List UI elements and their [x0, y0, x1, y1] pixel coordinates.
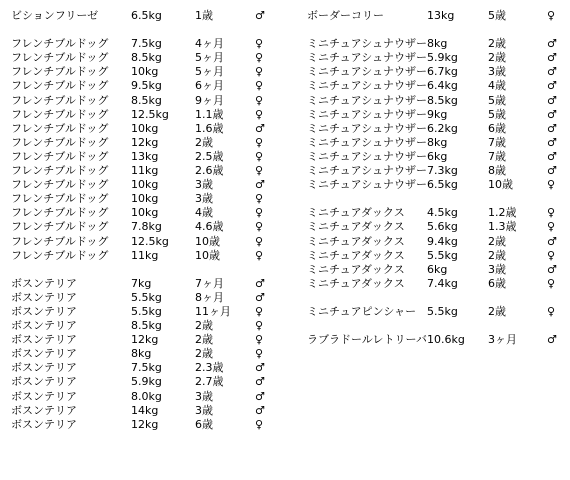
age-cell: 2歳	[195, 135, 213, 149]
breed-cell: フレンチブルドッグ	[11, 206, 109, 220]
dog-row	[307, 206, 570, 220]
dog-row	[11, 79, 296, 93]
sex-cell: ♂	[547, 65, 557, 79]
dog-row	[307, 263, 570, 277]
weight-cell: 7kg	[131, 276, 152, 290]
weight-cell: 8.5kg	[131, 93, 162, 107]
weight-cell: 13kg	[131, 149, 159, 163]
age-cell: 2.3歳	[195, 361, 224, 375]
breed-cell: ミニチュアダックス	[307, 276, 405, 290]
breed-cell: ボスンテリア	[11, 417, 77, 431]
breed-cell: ボスンテリア	[11, 290, 77, 304]
dog-row	[307, 150, 570, 164]
age-cell: 2歳	[488, 304, 506, 318]
sex-cell: ♀	[547, 9, 556, 22]
age-cell: 5ヶ月	[195, 51, 224, 65]
breed-cell: ミニチュアシュナウザー	[307, 178, 428, 192]
weight-cell: 6kg	[427, 149, 448, 163]
dog-row	[11, 220, 296, 234]
dog-list-left	[11, 9, 296, 432]
breed-cell: ボスンテリア	[11, 333, 77, 347]
dog-row	[11, 65, 296, 79]
breed-cell: フレンチブルドッグ	[11, 220, 109, 234]
breed-cell: フレンチブルドッグ	[11, 93, 109, 107]
age-cell: 1.2歳	[488, 206, 517, 220]
weight-cell: 8.5kg	[131, 319, 162, 333]
sex-cell: ♂	[547, 107, 557, 121]
sex-cell: ♀	[547, 248, 556, 262]
sex-cell: ♀	[255, 347, 264, 361]
breed-cell: フレンチブルドッグ	[11, 65, 109, 79]
spacer-row	[307, 319, 570, 333]
dog-row	[11, 9, 296, 23]
sex-cell: ♀	[547, 304, 556, 318]
age-cell: 4歳	[195, 206, 213, 220]
dog-row	[11, 206, 296, 220]
dog-row	[11, 305, 296, 319]
weight-cell: 9.4kg	[427, 234, 458, 248]
dog-row	[307, 9, 570, 23]
age-cell: 2歳	[488, 37, 506, 51]
breed-cell: ミニチュアシュナウザー	[307, 121, 428, 135]
age-cell: 2.5歳	[195, 149, 224, 163]
breed-cell: ボスンテリア	[11, 276, 77, 290]
age-cell: 4.6歳	[195, 220, 224, 234]
breed-cell: ミニチュアシュナウザー	[307, 93, 428, 107]
breed-cell: フレンチブルドッグ	[11, 178, 109, 192]
breed-cell: フレンチブルドッグ	[11, 51, 109, 65]
dog-row	[307, 136, 570, 150]
sex-cell: ♂	[547, 262, 557, 276]
dog-row	[307, 94, 570, 108]
breed-cell: フレンチブルドッグ	[11, 164, 109, 178]
age-cell: 1.3歳	[488, 220, 517, 234]
dog-row	[11, 235, 296, 249]
age-cell: 3歳	[195, 178, 213, 192]
age-cell: 2歳	[195, 333, 213, 347]
dog-row	[307, 51, 570, 65]
weight-cell: 7.4kg	[427, 276, 458, 290]
age-cell: 2歳	[488, 234, 506, 248]
age-cell: 6ヶ月	[195, 79, 224, 93]
weight-cell: 14kg	[131, 403, 159, 417]
age-cell: 5歳	[488, 107, 506, 121]
breed-cell: ボスンテリア	[11, 319, 77, 333]
age-cell: 1.1歳	[195, 107, 224, 121]
breed-cell: ボスンテリア	[11, 389, 77, 403]
dog-row	[11, 277, 296, 291]
dog-row	[11, 51, 296, 65]
weight-cell: 7.5kg	[131, 361, 162, 375]
age-cell: 2歳	[488, 248, 506, 262]
weight-cell: 9kg	[427, 107, 448, 121]
age-cell: 6歳	[488, 276, 506, 290]
sex-cell: ♀	[255, 234, 264, 248]
breed-cell: ボスンテリア	[11, 361, 77, 375]
sex-cell: ♀	[255, 248, 264, 262]
dog-row	[11, 333, 296, 347]
dog-row	[11, 122, 296, 136]
dog-row	[11, 164, 296, 178]
age-cell: 2.7歳	[195, 375, 224, 389]
sex-cell: ♀	[255, 319, 264, 333]
dog-row	[307, 108, 570, 122]
weight-cell: 13kg	[427, 9, 455, 22]
age-cell: 7歳	[488, 149, 506, 163]
weight-cell: 6.5kg	[131, 9, 162, 22]
breed-cell: ボーダーコリー	[307, 9, 384, 22]
dog-row	[11, 178, 296, 192]
sex-cell: ♀	[255, 51, 264, 65]
sex-cell: ♂	[255, 375, 265, 389]
breed-cell: ミニチュアダックス	[307, 220, 405, 234]
sex-cell: ♀	[547, 206, 556, 220]
dog-row	[307, 122, 570, 136]
weight-cell: 10kg	[131, 65, 159, 79]
sex-cell: ♀	[255, 333, 264, 347]
spacer-row	[11, 263, 296, 277]
age-cell: 2.6歳	[195, 164, 224, 178]
sex-cell: ♂	[547, 121, 557, 135]
breed-cell: フレンチブルドッグ	[11, 135, 109, 149]
breed-cell: フレンチブルドッグ	[11, 234, 109, 248]
breed-cell: ミニチュアダックス	[307, 234, 405, 248]
weight-cell: 11kg	[131, 248, 159, 262]
weight-cell: 5.5kg	[427, 304, 458, 318]
spacer-row	[307, 291, 570, 305]
dog-row	[307, 305, 570, 319]
sex-cell: ♀	[255, 107, 264, 121]
age-cell: 4歳	[488, 79, 506, 93]
age-cell: 5歳	[488, 9, 506, 22]
dog-row	[11, 108, 296, 122]
breed-cell: ボスンテリア	[11, 304, 77, 318]
breed-cell: ミニチュアピンシャー	[307, 304, 417, 318]
sex-cell: ♀	[255, 417, 264, 431]
sex-cell: ♂	[255, 178, 265, 192]
sex-cell: ♂	[547, 333, 557, 347]
age-cell: 9ヶ月	[195, 93, 224, 107]
breed-cell: ミニチュアシュナウザー	[307, 79, 428, 93]
age-cell: 2歳	[195, 347, 213, 361]
weight-cell: 6.5kg	[427, 178, 458, 192]
dog-row	[11, 361, 296, 375]
age-cell: 2歳	[488, 51, 506, 65]
dog-row	[11, 192, 296, 206]
sex-cell: ♂	[547, 135, 557, 149]
age-cell: 5歳	[488, 93, 506, 107]
dog-row	[11, 418, 296, 432]
dog-row	[11, 291, 296, 305]
age-cell: 1.6歳	[195, 121, 224, 135]
sex-cell: ♀	[255, 65, 264, 79]
weight-cell: 5.5kg	[131, 290, 162, 304]
age-cell: 8歳	[488, 164, 506, 178]
dog-row	[307, 65, 570, 79]
weight-cell: 10kg	[131, 178, 159, 192]
dog-row	[11, 249, 296, 263]
age-cell: 3歳	[195, 389, 213, 403]
breed-cell: ラブラドールレトリーバ	[307, 333, 427, 347]
weight-cell: 8.5kg	[131, 51, 162, 65]
age-cell: 3歳	[488, 65, 506, 79]
weight-cell: 10kg	[131, 121, 159, 135]
sex-cell: ♂	[547, 93, 557, 107]
sex-cell: ♂	[255, 403, 265, 417]
sex-cell: ♂	[255, 9, 265, 22]
age-cell: 8ヶ月	[195, 290, 224, 304]
age-cell: 7ヶ月	[195, 276, 224, 290]
dog-row	[307, 164, 570, 178]
weight-cell: 6kg	[427, 262, 448, 276]
sex-cell: ♀	[255, 149, 264, 163]
weight-cell: 7.3kg	[427, 164, 458, 178]
age-cell: 6歳	[488, 121, 506, 135]
weight-cell: 12kg	[131, 417, 159, 431]
sex-cell: ♂	[547, 164, 557, 178]
age-cell: 3歳	[195, 403, 213, 417]
dog-row	[307, 277, 570, 291]
weight-cell: 12.5kg	[131, 107, 169, 121]
weight-cell: 12kg	[131, 135, 159, 149]
dog-row	[11, 375, 296, 389]
breed-cell: ミニチュアシュナウザー	[307, 107, 428, 121]
sex-cell: ♀	[547, 276, 556, 290]
breed-cell: フレンチブルドッグ	[11, 121, 109, 135]
breed-cell: ミニチュアシュナウザー	[307, 135, 428, 149]
sex-cell: ♂	[547, 79, 557, 93]
sex-cell: ♂	[255, 276, 265, 290]
weight-cell: 7.8kg	[131, 220, 162, 234]
breed-cell: ボスンテリア	[11, 375, 77, 389]
age-cell: 1歳	[195, 9, 213, 22]
dog-row	[11, 404, 296, 418]
breed-cell: ビションフリーゼ	[11, 9, 99, 22]
dog-row	[307, 249, 570, 263]
age-cell: 10歳	[195, 248, 220, 262]
sex-cell: ♂	[547, 149, 557, 163]
weight-cell: 12.5kg	[131, 234, 169, 248]
dog-row	[11, 347, 296, 361]
sex-cell: ♂	[255, 290, 265, 304]
breed-cell: フレンチブルドッグ	[11, 192, 109, 206]
weight-cell: 5.5kg	[427, 248, 458, 262]
sex-cell: ♀	[547, 178, 556, 192]
age-cell: 10歳	[195, 234, 220, 248]
breed-cell: ミニチュアダックス	[307, 248, 405, 262]
age-cell: 3歳	[195, 192, 213, 206]
weight-cell: 5.9kg	[427, 51, 458, 65]
dog-row	[307, 178, 570, 192]
weight-cell: 6.7kg	[427, 65, 458, 79]
breed-cell: フレンチブルドッグ	[11, 79, 109, 93]
dog-row	[11, 94, 296, 108]
breed-cell: フレンチブルドッグ	[11, 37, 109, 51]
breed-cell: ミニチュアシュナウザー	[307, 164, 428, 178]
sex-cell: ♂	[547, 51, 557, 65]
spacer-row	[307, 192, 570, 206]
sex-cell: ♂	[547, 37, 557, 51]
age-cell: 4ヶ月	[195, 37, 224, 51]
breed-cell: フレンチブルドッグ	[11, 149, 109, 163]
sex-cell: ♀	[255, 93, 264, 107]
breed-cell: ミニチュアシュナウザー	[307, 65, 428, 79]
weight-cell: 9.5kg	[131, 79, 162, 93]
sex-cell: ♀	[255, 79, 264, 93]
dog-row	[11, 37, 296, 51]
weight-cell: 8.0kg	[131, 389, 162, 403]
age-cell: 6歳	[195, 417, 213, 431]
sex-cell: ♂	[255, 389, 265, 403]
age-cell: 11ヶ月	[195, 304, 231, 318]
breed-cell: フレンチブルドッグ	[11, 248, 109, 262]
sex-cell: ♂	[547, 234, 557, 248]
age-cell: 3歳	[488, 262, 506, 276]
sex-cell: ♀	[255, 164, 264, 178]
weight-cell: 6.2kg	[427, 121, 458, 135]
weight-cell: 8kg	[427, 37, 448, 51]
dog-row	[11, 150, 296, 164]
weight-cell: 10kg	[131, 192, 159, 206]
breed-cell: ミニチュアシュナウザー	[307, 51, 428, 65]
breed-cell: ボスンテリア	[11, 403, 77, 417]
dog-row	[11, 319, 296, 333]
weight-cell: 10.6kg	[427, 333, 465, 347]
sex-cell: ♀	[255, 135, 264, 149]
weight-cell: 8kg	[427, 135, 448, 149]
sex-cell: ♀	[255, 37, 264, 51]
spacer-row	[307, 23, 570, 37]
sex-cell: ♀	[255, 304, 264, 318]
sex-cell: ♀	[255, 220, 264, 234]
age-cell: 7歳	[488, 135, 506, 149]
breed-cell: ボスンテリア	[11, 347, 77, 361]
age-cell: 2歳	[195, 319, 213, 333]
dog-row	[307, 79, 570, 93]
dog-row	[11, 136, 296, 150]
weight-cell: 8.5kg	[427, 93, 458, 107]
weight-cell: 6.4kg	[427, 79, 458, 93]
weight-cell: 5.6kg	[427, 220, 458, 234]
weight-cell: 5.9kg	[131, 375, 162, 389]
weight-cell: 10kg	[131, 206, 159, 220]
weight-cell: 8kg	[131, 347, 152, 361]
weight-cell: 12kg	[131, 333, 159, 347]
breed-cell: ミニチュアシュナウザー	[307, 149, 428, 163]
weight-cell: 7.5kg	[131, 37, 162, 51]
sex-cell: ♀	[255, 192, 264, 206]
sex-cell: ♀	[547, 220, 556, 234]
dog-row	[307, 37, 570, 51]
breed-cell: ミニチュアシュナウザー	[307, 37, 428, 51]
age-cell: 10歳	[488, 178, 513, 192]
dog-row	[307, 235, 570, 249]
weight-cell: 4.5kg	[427, 206, 458, 220]
dog-row	[11, 390, 296, 404]
spacer-row	[11, 23, 296, 37]
sex-cell: ♀	[255, 206, 264, 220]
breed-cell: ミニチュアダックス	[307, 262, 405, 276]
weight-cell: 11kg	[131, 164, 159, 178]
weight-cell: 5.5kg	[131, 304, 162, 318]
dog-row	[307, 333, 570, 347]
sex-cell: ♂	[255, 121, 265, 135]
breed-cell: フレンチブルドッグ	[11, 107, 109, 121]
sex-cell: ♂	[255, 361, 265, 375]
dog-list-right	[307, 9, 570, 347]
age-cell: 5ヶ月	[195, 65, 224, 79]
dog-row	[307, 220, 570, 234]
age-cell: 3ヶ月	[488, 333, 517, 347]
breed-cell: ミニチュアダックス	[307, 206, 405, 220]
